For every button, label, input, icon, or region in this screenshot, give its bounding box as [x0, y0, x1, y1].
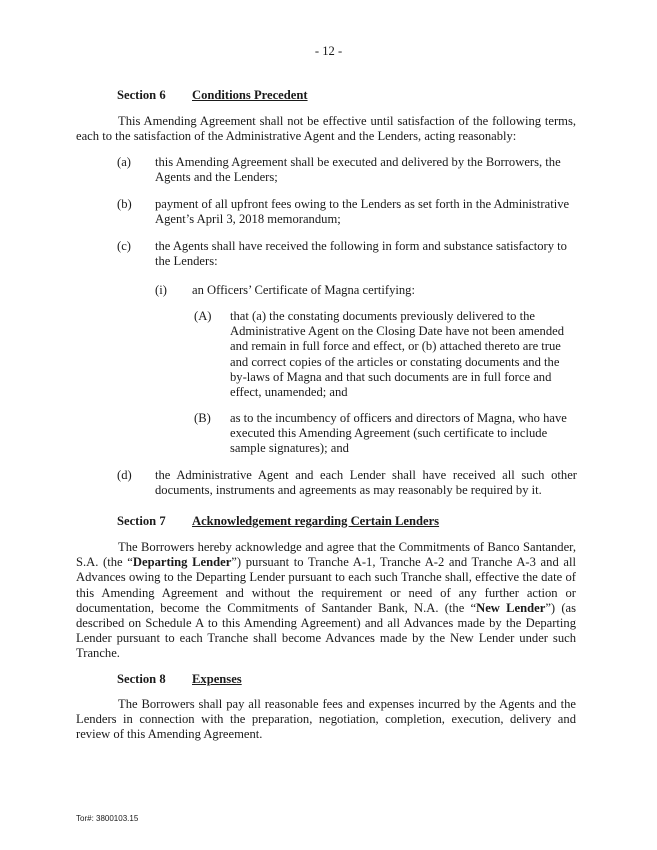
section-6-heading	[117, 88, 308, 103]
item-label: (d)	[117, 468, 132, 482]
defined-term-new-lender: New Lender	[476, 600, 546, 615]
text-run: ”) (as described on Schedule A to this Amending Agreement) and all Advances made by the Departing Lender pursuant to each Tranche shall become Advances made by the New Lender under such Tranche.	[76, 600, 577, 661]
item-label: (c)	[117, 239, 131, 253]
document-footer: Tor#: 3800103.15	[76, 814, 139, 823]
section-title: Conditions Precedent	[192, 88, 308, 102]
item-label: (A)	[194, 309, 212, 323]
page-number: - 12 -	[314, 44, 343, 58]
item-label: (a)	[117, 155, 131, 169]
section-title: Expenses	[192, 672, 242, 686]
item-label: (i)	[155, 283, 167, 297]
item-text: that (a) the constating documents previously delivered to the Administrative Agent on the Closing Date have not been amended and remain in full force and effect, or (b) attached thereto are true and correct copies of the articles or constating documents and the by-laws of Magna and that such documents are in full force and effect, unamended; and	[230, 309, 565, 400]
item-text: the Agents shall have received the following in form and substance satisfactory to the Lenders:	[155, 239, 567, 269]
section-number: Section 8	[117, 672, 166, 686]
defined-term-departing-lender: Departing Lender	[132, 555, 232, 570]
section-7-heading	[117, 514, 439, 529]
section-number: Section 6	[117, 88, 166, 102]
text-run: The Borrowers hereby acknowledge and agree that the Commitments of Banco Santander, S.A. (the “	[76, 540, 576, 570]
section-8-paragraph: The Borrowers shall pay all reasonable fees and expenses incurred by the Agents and the Lenders in connection with the preparation, negotiation, completion, execution, delivery and review of this Amending Agreement.	[76, 697, 576, 742]
section-8-heading	[117, 672, 242, 687]
section-number: Section 7	[117, 514, 166, 528]
text-run: ”) pursuant to Tranche A-1, Tranche A-2 and Tranche A-3 and all Advances owing to the Departing Lender pursuant to each such Tranche shall, effective the date of this Amending Agreement and without the requirement or need of any further action or documentation, become the Commitments of Santander Bank, N.A. (the “	[76, 555, 576, 615]
item-text: this Amending Agreement shall be executed and delivered by the Borrowers, the Agents and the Lenders;	[155, 155, 561, 185]
item-text: payment of all upfront fees owing to the Lenders as set forth in the Administrative Agent’s April 3, 2018 memorandum;	[155, 197, 570, 227]
item-label: (b)	[117, 197, 132, 211]
item-label: (B)	[194, 411, 211, 425]
section-7-paragraph	[76, 540, 576, 662]
item-text: the Administrative Agent and each Lender shall have received all such other documents, instruments and agreements as may reasonably be required by it.	[155, 468, 577, 498]
item-text: as to the incumbency of officers and directors of Magna, who have executed this Amending Agreement (such certificate to include sample signatures); and	[230, 411, 567, 456]
item-text: an Officers’ Certificate of Magna certifying:	[192, 283, 415, 297]
section-6-intro: This Amending Agreement shall not be effective until satisfaction of the following terms, each to the satisfaction of the Administrative Agent and the Lenders, acting reasonably:	[76, 114, 576, 144]
section-title: Acknowledgement regarding Certain Lenders	[192, 514, 440, 528]
